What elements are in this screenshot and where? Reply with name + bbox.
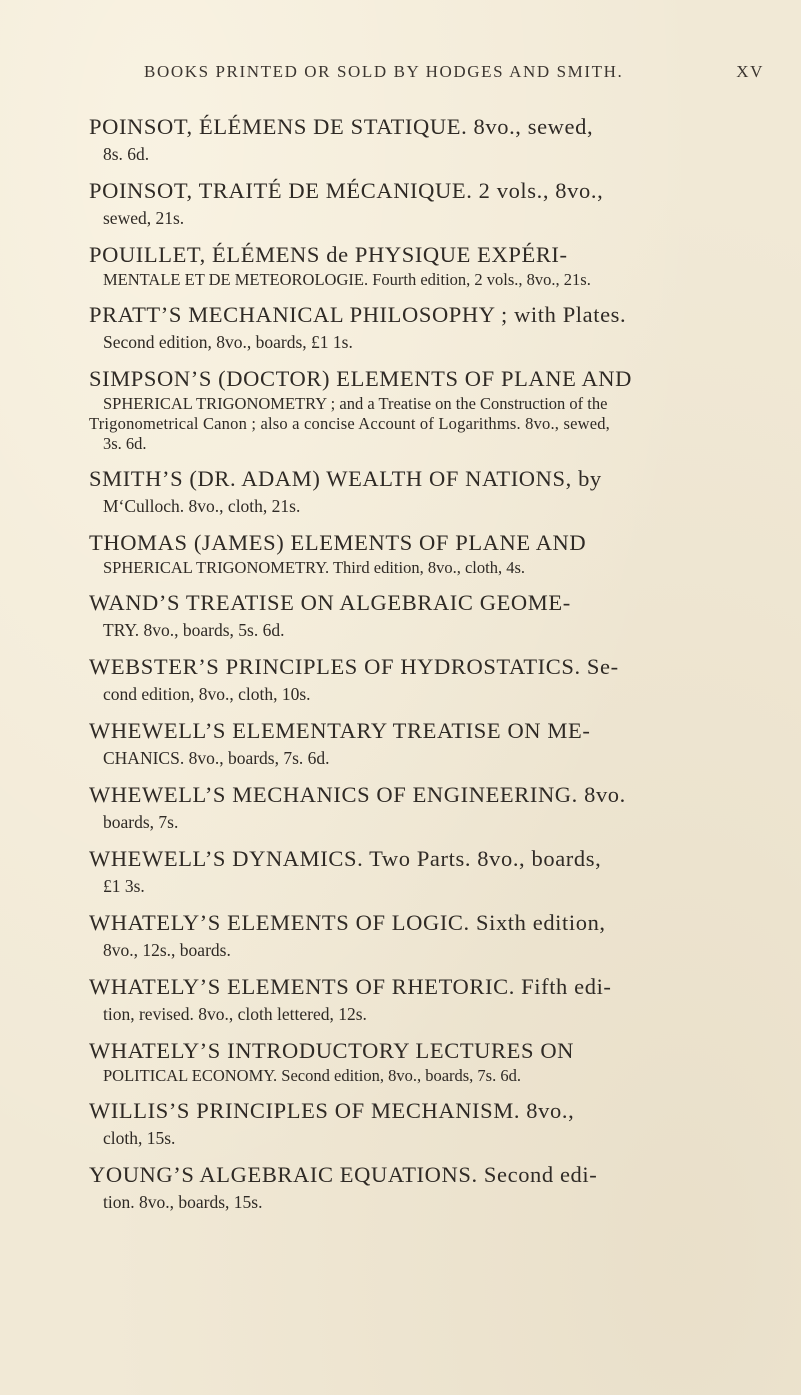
entry-detail: SPHERICAL TRIGONOMETRY. Third edition, 8vo., cloth, 4s. bbox=[103, 558, 525, 577]
book-entry bbox=[89, 652, 753, 706]
entry-heading: THOMAS (JAMES) ELEMENTS OF PLANE AND bbox=[89, 530, 587, 555]
entry-detail: Trigonometrical Canon ; also a concise Account of Logarithms. 8vo., sewed, bbox=[89, 414, 611, 433]
entry-heading: WAND’S TREATISE ON ALGEBRAIC GEOME- bbox=[89, 590, 571, 615]
entry-heading: POUILLET, ÉLÉMENS de PHYSIQUE EXPÉRI- bbox=[89, 242, 568, 267]
entry-detail: Second edition, 8vo., boards, £1 1s. bbox=[103, 332, 353, 352]
entry-detail: tion. 8vo., boards, 15s. bbox=[103, 1192, 263, 1212]
book-entry bbox=[89, 112, 753, 166]
entry-detail: £1 3s. bbox=[103, 876, 145, 896]
entry-detail: SPHERICAL TRIGONOMETRY ; and a Treatise on the Construction of the bbox=[103, 394, 608, 413]
entry-detail: CHANICS. 8vo., boards, 7s. 6d. bbox=[103, 748, 330, 768]
entry-heading: WHEWELL’S ELEMENTARY TREATISE ON ME- bbox=[89, 718, 591, 743]
entry-heading: WHEWELL’S MECHANICS OF ENGINEERING. 8vo. bbox=[89, 782, 626, 807]
entry-heading: POINSOT, TRAITÉ DE MÉCANIQUE. 2 vols., 8vo., bbox=[89, 178, 604, 203]
book-entries-list bbox=[89, 112, 753, 1214]
entry-heading: WILLIS’S PRINCIPLES OF MECHANISM. 8vo., bbox=[89, 1098, 575, 1123]
entry-heading: WHATELY’S ELEMENTS OF LOGIC. Sixth edition, bbox=[89, 910, 606, 935]
entry-detail: M‘Culloch. 8vo., cloth, 21s. bbox=[103, 496, 301, 516]
entry-detail: tion, revised. 8vo., cloth lettered, 12s. bbox=[103, 1004, 367, 1024]
entry-heading: SIMPSON’S (DOCTOR) ELEMENTS OF PLANE AND bbox=[89, 366, 633, 391]
entry-detail: 3s. 6d. bbox=[103, 434, 147, 453]
entry-detail: cloth, 15s. bbox=[103, 1128, 176, 1148]
entry-detail: 8vo., 12s., boards. bbox=[103, 940, 231, 960]
entry-detail: POLITICAL ECONOMY. Second edition, 8vo., boards, 7s. 6d. bbox=[103, 1066, 521, 1085]
book-entry bbox=[89, 780, 753, 834]
entry-heading: WHEWELL’S DYNAMICS. Two Parts. 8vo., boards, bbox=[89, 846, 602, 871]
entry-detail: TRY. 8vo., boards, 5s. 6d. bbox=[103, 620, 285, 640]
book-entry bbox=[89, 588, 753, 642]
entry-heading: WEBSTER’S PRINCIPLES OF HYDROSTATICS. Se- bbox=[89, 654, 619, 679]
book-entry bbox=[89, 1160, 753, 1214]
book-entry bbox=[89, 1096, 753, 1150]
book-entry bbox=[89, 716, 753, 770]
book-entry bbox=[89, 844, 753, 898]
entry-heading: PRATT’S MECHANICAL PHILOSOPHY ; with Plates. bbox=[89, 302, 627, 327]
entry-heading: WHATELY’S ELEMENTS OF RHETORIC. Fifth edi- bbox=[89, 974, 612, 999]
entry-detail: boards, 7s. bbox=[103, 812, 179, 832]
entry-heading: SMITH’S (DR. ADAM) WEALTH OF NATIONS, by bbox=[89, 466, 602, 491]
entry-detail: MENTALE ET DE METEOROLOGIE. Fourth edition, 2 vols., 8vo., 21s. bbox=[103, 270, 591, 289]
book-entry bbox=[89, 364, 753, 454]
book-entry bbox=[89, 1036, 753, 1086]
book-entry bbox=[89, 300, 753, 354]
entry-heading: WHATELY’S INTRODUCTORY LECTURES ON bbox=[89, 1038, 575, 1063]
entry-detail: 8s. 6d. bbox=[103, 144, 150, 164]
entry-detail: sewed, 21s. bbox=[103, 208, 185, 228]
running-header-title: BOOKS PRINTED OR SOLD BY HODGES AND SMITH. bbox=[144, 62, 624, 81]
entry-detail: cond edition, 8vo., cloth, 10s. bbox=[103, 684, 311, 704]
book-entry bbox=[89, 464, 753, 518]
book-entry bbox=[89, 972, 753, 1026]
page-number: XV bbox=[736, 62, 764, 81]
entry-heading: POINSOT, ÉLÉMENS DE STATIQUE. 8vo., sewed, bbox=[89, 114, 594, 139]
book-entry bbox=[89, 240, 753, 290]
entry-heading: YOUNG’S ALGEBRAIC EQUATIONS. Second edi- bbox=[89, 1162, 598, 1187]
book-entry bbox=[89, 176, 753, 230]
book-entry bbox=[89, 528, 753, 578]
book-entry bbox=[89, 908, 753, 962]
